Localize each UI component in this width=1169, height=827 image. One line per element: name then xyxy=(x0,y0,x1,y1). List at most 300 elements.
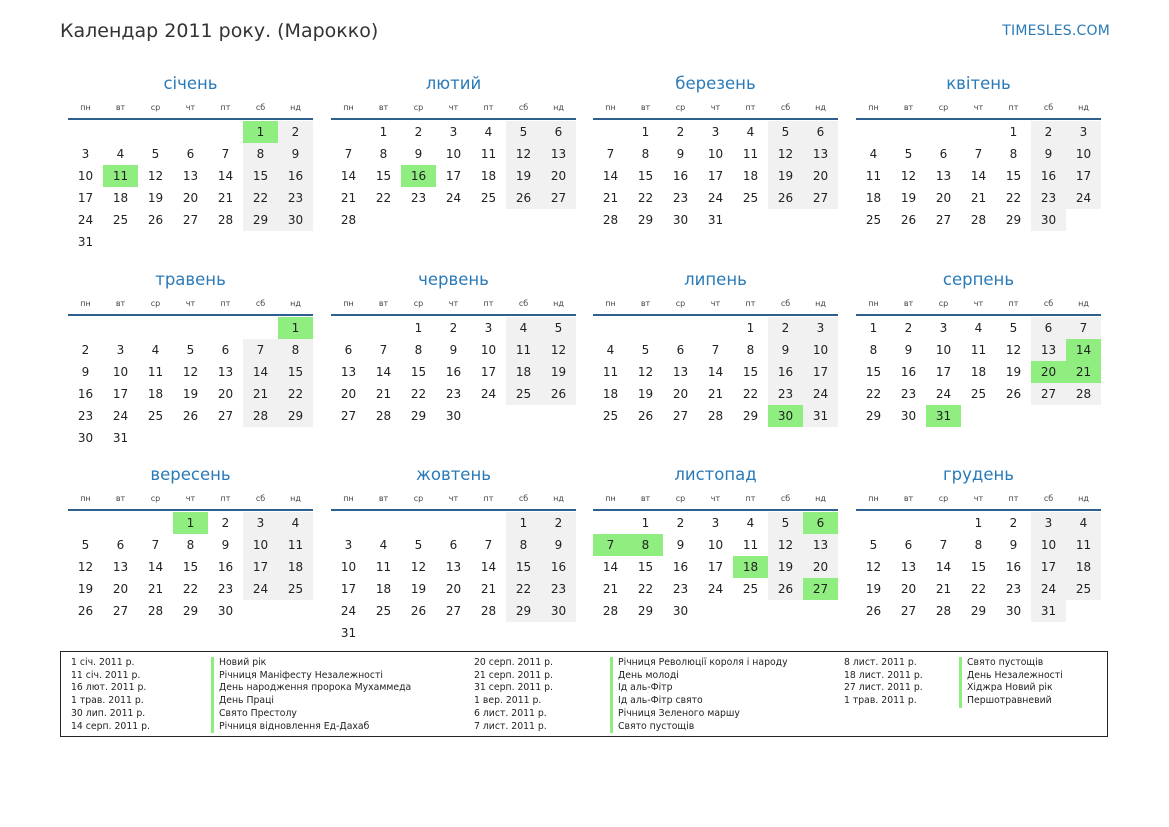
day-cell: 28 xyxy=(602,604,619,618)
day-cell: 8 xyxy=(186,538,195,552)
day-cell: 11 xyxy=(865,169,882,183)
day-cell: 17 xyxy=(445,169,462,183)
month-name: жовтень xyxy=(416,465,491,484)
day-cell: 19 xyxy=(506,165,541,187)
weekday-label: нд xyxy=(1078,299,1089,308)
empty-cell xyxy=(68,121,103,143)
legend-holiday-name: Першотравневий xyxy=(967,695,1052,707)
empty-cell xyxy=(138,512,173,534)
day-cell: 23 xyxy=(1031,187,1066,209)
day-cell: 24 xyxy=(1031,578,1066,600)
day-cell: 29 xyxy=(637,213,654,227)
legend-name-column xyxy=(967,657,1063,708)
day-cell: 25 xyxy=(375,604,392,618)
header-rule xyxy=(593,314,838,316)
weekday-header xyxy=(331,101,576,114)
day-cell: 17 xyxy=(707,169,724,183)
day-cell: 28 xyxy=(340,213,357,227)
weekday-label: пт xyxy=(1008,299,1019,308)
day-grid xyxy=(68,317,313,449)
day-cell: 17 xyxy=(340,582,357,596)
weekday-label: сб xyxy=(255,494,266,503)
weekday-label: чт xyxy=(448,103,459,112)
day-cell: 7 xyxy=(939,538,948,552)
day-cell: 26 xyxy=(77,604,94,618)
weekday-label: сб xyxy=(780,299,791,308)
day-cell: 20 xyxy=(803,556,838,578)
empty-cell xyxy=(628,317,663,339)
day-cell: 22 xyxy=(375,191,392,205)
day-cell: 26 xyxy=(768,187,803,209)
weekday-label: вт xyxy=(115,299,126,308)
day-cell: 5 xyxy=(869,538,878,552)
day-cell: 26 xyxy=(1005,387,1022,401)
day-cell: 10 xyxy=(243,534,278,556)
day-cell: 2 xyxy=(414,125,423,139)
day-cell: 11 xyxy=(147,365,164,379)
day-cell: 5 xyxy=(506,121,541,143)
day-cell: 2 xyxy=(81,343,90,357)
day-cell: 20 xyxy=(340,387,357,401)
day-cell: 18 xyxy=(865,191,882,205)
day-cell: 19 xyxy=(865,582,882,596)
day-cell: 26 xyxy=(147,213,164,227)
weekday-label: чт xyxy=(448,299,459,308)
day-cell: 23 xyxy=(77,409,94,423)
day-cell: 28 xyxy=(147,604,164,618)
month-name: лютий xyxy=(425,74,482,93)
day-cell: 25 xyxy=(278,578,313,600)
weekday-label: пн xyxy=(80,299,91,308)
legend-holiday-name: Ід аль-Фітр xyxy=(618,682,673,694)
day-cell: 21 xyxy=(602,191,619,205)
weekday-label: вт xyxy=(115,494,126,503)
empty-cell xyxy=(593,512,628,534)
legend-date-column xyxy=(71,657,150,733)
day-cell: 7 xyxy=(243,339,278,361)
day-cell: 12 xyxy=(182,365,199,379)
holiday-day-cell: 20 xyxy=(1031,361,1066,383)
day-cell: 12 xyxy=(900,169,917,183)
day-cell: 29 xyxy=(410,409,427,423)
empty-cell xyxy=(436,512,471,534)
day-cell: 9 xyxy=(221,538,230,552)
weekday-label: нд xyxy=(1078,494,1089,503)
legend-name-column xyxy=(618,657,788,733)
day-cell: 9 xyxy=(904,343,913,357)
legend-holiday-name: Хіджра Новий рік xyxy=(967,682,1053,694)
weekday-header xyxy=(331,492,576,505)
empty-cell xyxy=(68,512,103,534)
day-cell: 28 xyxy=(970,213,987,227)
day-cell: 18 xyxy=(112,191,129,205)
weekday-header xyxy=(856,297,1101,310)
legend-date: 20 серп. 2011 р. xyxy=(474,657,553,668)
day-cell: 16 xyxy=(768,361,803,383)
day-cell: 23 xyxy=(541,578,576,600)
empty-cell xyxy=(593,121,628,143)
weekday-label: нд xyxy=(815,494,826,503)
legend-marker xyxy=(211,657,214,733)
day-cell: 15 xyxy=(865,365,882,379)
month-3 xyxy=(593,73,838,231)
day-cell: 20 xyxy=(112,582,129,596)
month-1 xyxy=(68,73,313,253)
day-cell: 8 xyxy=(974,538,983,552)
day-cell: 26 xyxy=(865,604,882,618)
weekday-label: чт xyxy=(973,103,984,112)
weekday-label: вт xyxy=(903,494,914,503)
day-cell: 6 xyxy=(449,538,458,552)
day-cell: 4 xyxy=(379,538,388,552)
day-cell: 27 xyxy=(541,187,576,209)
day-cell: 31 xyxy=(340,626,357,640)
weekday-label: пт xyxy=(745,103,756,112)
day-cell: 23 xyxy=(900,387,917,401)
day-cell: 29 xyxy=(1005,213,1022,227)
weekday-label: пт xyxy=(1008,103,1019,112)
day-cell: 27 xyxy=(445,604,462,618)
day-cell: 25 xyxy=(1066,578,1101,600)
day-cell: 5 xyxy=(541,317,576,339)
day-cell: 28 xyxy=(1066,383,1101,405)
day-cell: 14 xyxy=(243,361,278,383)
day-cell: 15 xyxy=(970,560,987,574)
day-cell: 28 xyxy=(375,409,392,423)
day-cell: 2 xyxy=(676,125,685,139)
day-cell: 19 xyxy=(77,582,94,596)
day-cell: 21 xyxy=(147,582,164,596)
day-cell: 4 xyxy=(151,343,160,357)
weekday-label: ср xyxy=(938,299,949,308)
day-cell: 11 xyxy=(278,534,313,556)
day-cell: 4 xyxy=(116,147,125,161)
day-cell: 3 xyxy=(939,321,948,335)
day-cell: 30 xyxy=(77,431,94,445)
day-cell: 8 xyxy=(869,343,878,357)
weekday-label: вт xyxy=(378,299,389,308)
day-cell: 26 xyxy=(410,604,427,618)
day-cell: 14 xyxy=(602,169,619,183)
day-cell: 6 xyxy=(803,121,838,143)
day-cell: 2 xyxy=(1009,516,1018,530)
day-cell: 17 xyxy=(803,361,838,383)
weekday-label: вт xyxy=(378,103,389,112)
header-rule xyxy=(68,314,313,316)
day-cell: 16 xyxy=(900,365,917,379)
month-name: серпень xyxy=(942,270,1015,289)
empty-cell xyxy=(698,317,733,339)
holiday-day-cell: 6 xyxy=(803,512,838,534)
holiday-day-cell: 30 xyxy=(768,405,803,427)
empty-cell xyxy=(593,317,628,339)
weekday-label: ср xyxy=(150,103,161,112)
day-cell: 17 xyxy=(77,191,94,205)
day-cell: 27 xyxy=(112,604,129,618)
day-cell: 2 xyxy=(449,321,458,335)
day-cell: 12 xyxy=(77,560,94,574)
day-cell: 17 xyxy=(112,387,129,401)
month-8 xyxy=(856,269,1101,427)
day-cell: 19 xyxy=(768,165,803,187)
day-cell: 14 xyxy=(935,560,952,574)
day-cell: 21 xyxy=(243,383,278,405)
weekday-label: нд xyxy=(553,494,564,503)
day-cell: 20 xyxy=(182,191,199,205)
day-cell: 19 xyxy=(182,387,199,401)
day-cell: 25 xyxy=(865,213,882,227)
day-cell: 28 xyxy=(707,409,724,423)
day-cell: 13 xyxy=(935,169,952,183)
day-cell: 19 xyxy=(410,582,427,596)
day-cell: 1 xyxy=(641,516,650,530)
day-cell: 13 xyxy=(1031,339,1066,361)
day-cell: 27 xyxy=(340,409,357,423)
header-rule xyxy=(331,118,576,120)
day-cell: 20 xyxy=(445,582,462,596)
day-cell: 22 xyxy=(1005,191,1022,205)
weekday-label: пт xyxy=(220,103,231,112)
day-cell: 11 xyxy=(970,343,987,357)
day-cell: 16 xyxy=(541,556,576,578)
day-cell: 6 xyxy=(116,538,125,552)
weekday-header xyxy=(856,492,1101,505)
day-cell: 20 xyxy=(541,165,576,187)
day-cell: 23 xyxy=(672,582,689,596)
day-cell: 18 xyxy=(970,365,987,379)
day-cell: 15 xyxy=(1005,169,1022,183)
empty-cell xyxy=(173,121,208,143)
day-cell: 16 xyxy=(672,560,689,574)
day-cell: 7 xyxy=(344,147,353,161)
weekday-label: нд xyxy=(815,299,826,308)
day-cell: 9 xyxy=(81,365,90,379)
empty-cell xyxy=(331,317,366,339)
day-cell: 10 xyxy=(707,538,724,552)
weekday-label: нд xyxy=(290,103,301,112)
day-cell: 13 xyxy=(340,365,357,379)
day-cell: 12 xyxy=(768,143,803,165)
weekday-label: нд xyxy=(290,494,301,503)
day-cell: 13 xyxy=(900,560,917,574)
day-cell: 5 xyxy=(186,343,195,357)
empty-cell xyxy=(926,121,961,143)
month-name: березень xyxy=(675,74,756,93)
day-cell: 10 xyxy=(935,343,952,357)
day-cell: 16 xyxy=(672,169,689,183)
day-cell: 30 xyxy=(1031,209,1066,231)
weekday-label: ср xyxy=(413,299,424,308)
legend-marker xyxy=(610,657,613,733)
day-cell: 5 xyxy=(641,343,650,357)
day-cell: 10 xyxy=(480,343,497,357)
weekday-label: пн xyxy=(343,103,354,112)
month-name: червень xyxy=(418,270,489,289)
day-cell: 15 xyxy=(410,365,427,379)
day-cell: 17 xyxy=(480,365,497,379)
weekday-label: сб xyxy=(518,103,529,112)
day-cell: 10 xyxy=(112,365,129,379)
day-cell: 10 xyxy=(340,560,357,574)
weekday-header xyxy=(331,297,576,310)
legend-date: 1 вер. 2011 р. xyxy=(474,695,542,707)
weekday-label: пн xyxy=(343,299,354,308)
day-cell: 15 xyxy=(637,560,654,574)
day-cell: 3 xyxy=(803,317,838,339)
weekday-label: ср xyxy=(150,299,161,308)
day-cell: 24 xyxy=(77,213,94,227)
site-link[interactable]: TIMESLES.COM xyxy=(1002,23,1110,39)
day-cell: 20 xyxy=(803,165,838,187)
empty-cell xyxy=(208,317,243,339)
day-cell: 15 xyxy=(742,365,759,379)
day-cell: 27 xyxy=(900,604,917,618)
weekday-label: пт xyxy=(483,103,494,112)
day-cell: 16 xyxy=(445,365,462,379)
weekday-label: пт xyxy=(745,494,756,503)
day-cell: 19 xyxy=(147,191,164,205)
day-cell: 2 xyxy=(676,516,685,530)
day-cell: 22 xyxy=(970,582,987,596)
day-cell: 22 xyxy=(182,582,199,596)
weekday-label: пт xyxy=(745,299,756,308)
weekday-label: вт xyxy=(903,103,914,112)
day-cell: 30 xyxy=(672,604,689,618)
day-grid xyxy=(68,121,313,253)
day-cell: 27 xyxy=(803,187,838,209)
day-grid xyxy=(331,121,576,231)
day-cell: 25 xyxy=(742,582,759,596)
day-cell: 12 xyxy=(541,339,576,361)
day-cell: 24 xyxy=(243,578,278,600)
day-cell: 24 xyxy=(112,409,129,423)
day-cell: 22 xyxy=(742,387,759,401)
day-cell: 22 xyxy=(243,187,278,209)
day-cell: 27 xyxy=(217,409,234,423)
legend-holiday-name: Річниця відновлення Ед-Дахаб xyxy=(219,720,370,732)
day-cell: 5 xyxy=(768,512,803,534)
month-name: грудень xyxy=(943,465,1014,484)
day-cell: 22 xyxy=(278,383,313,405)
weekday-label: пт xyxy=(483,299,494,308)
day-cell: 29 xyxy=(182,604,199,618)
holiday-day-cell: 1 xyxy=(173,512,208,534)
day-cell: 3 xyxy=(116,343,125,357)
day-cell: 15 xyxy=(375,169,392,183)
empty-cell xyxy=(103,317,138,339)
weekday-label: сб xyxy=(518,299,529,308)
day-cell: 3 xyxy=(81,147,90,161)
day-cell: 17 xyxy=(1066,165,1101,187)
day-cell: 5 xyxy=(768,121,803,143)
day-cell: 11 xyxy=(1066,534,1101,556)
day-cell: 15 xyxy=(182,560,199,574)
day-cell: 9 xyxy=(1009,538,1018,552)
day-cell: 6 xyxy=(186,147,195,161)
day-grid xyxy=(331,512,576,644)
day-cell: 20 xyxy=(935,191,952,205)
day-cell: 7 xyxy=(1066,317,1101,339)
day-cell: 25 xyxy=(112,213,129,227)
day-cell: 23 xyxy=(278,187,313,209)
day-cell: 22 xyxy=(410,387,427,401)
legend-holiday-name: День Праці xyxy=(219,695,274,707)
day-cell: 24 xyxy=(445,191,462,205)
day-cell: 11 xyxy=(742,147,759,161)
day-cell: 3 xyxy=(1031,512,1066,534)
weekday-label: ср xyxy=(675,494,686,503)
weekday-header xyxy=(593,101,838,114)
legend-holiday-name: Свято Престолу xyxy=(219,707,297,719)
day-cell: 28 xyxy=(935,604,952,618)
day-cell: 5 xyxy=(904,147,913,161)
weekday-header xyxy=(68,297,313,310)
day-cell: 29 xyxy=(506,600,541,622)
day-cell: 3 xyxy=(344,538,353,552)
day-cell: 4 xyxy=(746,516,755,530)
day-cell: 23 xyxy=(445,387,462,401)
weekday-label: пн xyxy=(80,103,91,112)
day-cell: 26 xyxy=(182,409,199,423)
day-cell: 8 xyxy=(641,147,650,161)
legend-holiday-name: Річниця Зеленого маршу xyxy=(618,707,740,719)
day-cell: 13 xyxy=(541,143,576,165)
weekday-label: сб xyxy=(255,103,266,112)
day-cell: 2 xyxy=(1031,121,1066,143)
weekday-label: чт xyxy=(710,299,721,308)
day-cell: 19 xyxy=(900,191,917,205)
day-cell: 10 xyxy=(1066,143,1101,165)
day-cell: 7 xyxy=(606,147,615,161)
day-cell: 22 xyxy=(506,578,541,600)
day-cell: 14 xyxy=(217,169,234,183)
day-grid xyxy=(593,512,838,622)
day-cell: 7 xyxy=(711,343,720,357)
weekday-label: пн xyxy=(868,299,879,308)
empty-cell xyxy=(856,121,891,143)
weekday-label: пн xyxy=(868,103,879,112)
day-cell: 3 xyxy=(449,125,458,139)
day-cell: 11 xyxy=(480,147,497,161)
day-cell: 8 xyxy=(506,534,541,556)
day-cell: 24 xyxy=(480,387,497,401)
day-cell: 31 xyxy=(707,213,724,227)
day-cell: 18 xyxy=(742,169,759,183)
day-cell: 15 xyxy=(243,165,278,187)
weekday-label: сб xyxy=(1043,494,1054,503)
legend-marker xyxy=(959,657,962,708)
header-rule xyxy=(331,509,576,511)
day-cell: 28 xyxy=(602,213,619,227)
day-cell: 17 xyxy=(707,560,724,574)
empty-cell xyxy=(138,317,173,339)
day-cell: 12 xyxy=(1005,343,1022,357)
day-cell: 29 xyxy=(742,409,759,423)
day-cell: 1 xyxy=(1009,125,1018,139)
day-cell: 29 xyxy=(243,209,278,231)
day-cell: 10 xyxy=(445,147,462,161)
weekday-label: пн xyxy=(868,494,879,503)
day-cell: 9 xyxy=(414,147,423,161)
holiday-day-cell: 1 xyxy=(243,121,278,143)
weekday-label: сб xyxy=(780,103,791,112)
month-9 xyxy=(68,464,313,622)
month-name: вересень xyxy=(150,465,231,484)
day-cell: 3 xyxy=(1066,121,1101,143)
weekday-label: ср xyxy=(413,494,424,503)
legend-holiday-name: День народження пророка Мухаммеда xyxy=(219,682,412,694)
day-cell: 3 xyxy=(711,516,720,530)
